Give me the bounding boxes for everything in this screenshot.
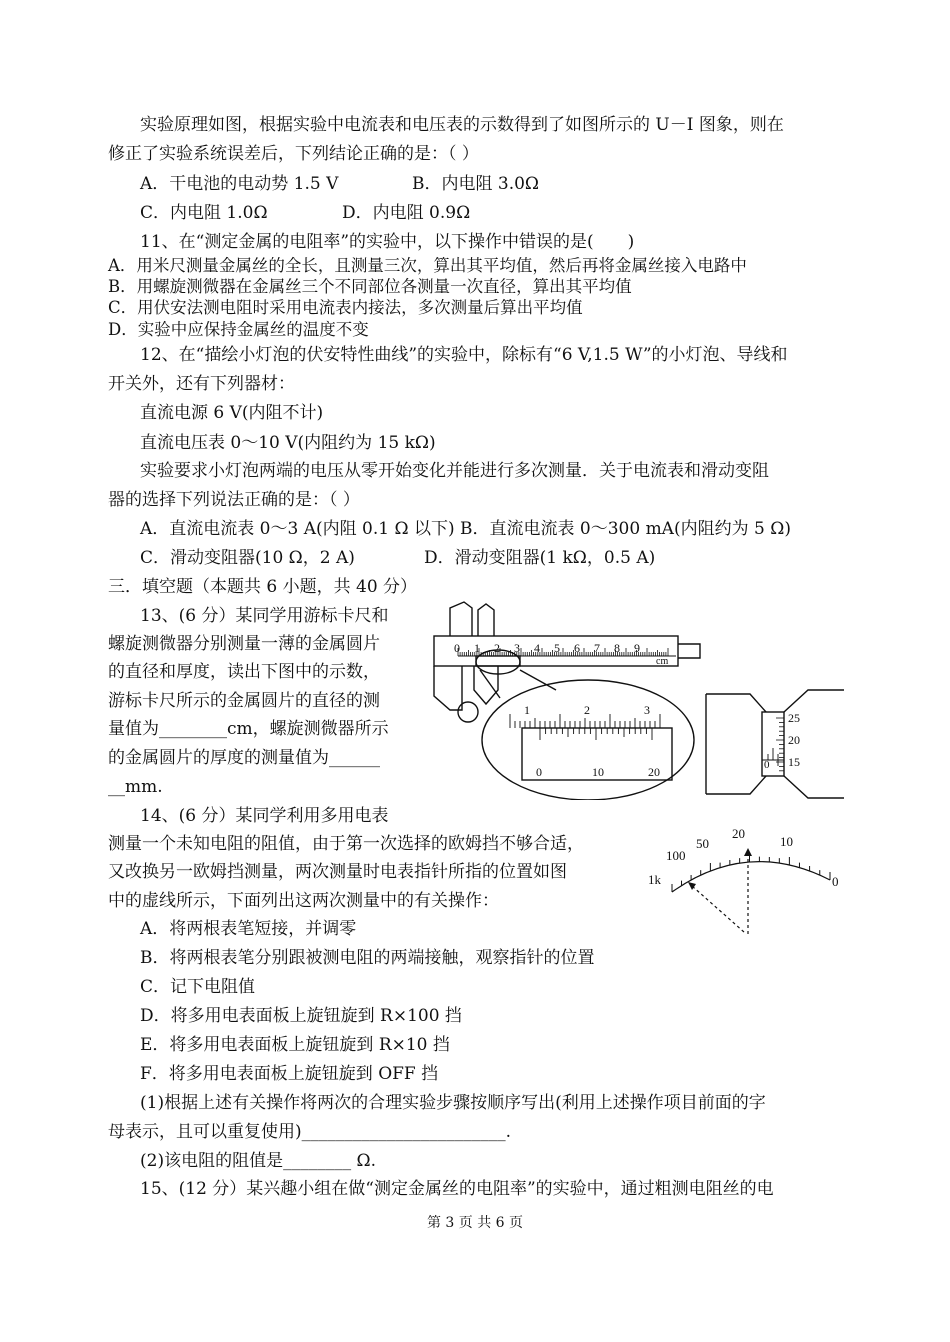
- question-11: 11、在“测定金属的电阻率”的实验中，以下操作中错误的是( ): [140, 232, 635, 252]
- text-line: 的金属圆片的厚度的测量值为______: [108, 748, 380, 768]
- text-line: (1)根据上述有关操作将两次的合理实验步骤按顺序写出(利用上述操作项目前面的字: [140, 1093, 766, 1113]
- q14-option-b: B．将两根表笔分别跟被测电阻的两端接触，观察指针的位置: [140, 948, 595, 968]
- main-scale-label: 9: [634, 641, 640, 655]
- q14-option-a: A．将两根表笔短接，并调零: [140, 919, 357, 939]
- q12-option-c: C．滑动变阻器(10 Ω，2 A): [140, 548, 355, 568]
- text-line: 量值为________cm，螺旋测微器所示: [108, 719, 389, 739]
- option-a: A．干电池的电动势 1.5 V: [140, 174, 339, 194]
- text-line: 游标卡尺所示的金属圆片的直径的测: [108, 691, 380, 711]
- q14-option-e: E．将多用电表面板上旋钮旋到 R×10 挡: [140, 1035, 450, 1055]
- q11-option-c: C．用伏安法测电阻时采用电流表内接法，多次测量后算出平均值: [108, 298, 583, 317]
- sleeve-label: 0: [764, 759, 770, 771]
- option-c: C．内电阻 1.0Ω: [140, 203, 268, 223]
- q11-option-a: A．用米尺测量金属丝的全长，且测量三次，算出其平均值，然后再将金属丝接入电路中: [108, 256, 747, 275]
- zoom-main-label: 2: [584, 703, 590, 717]
- question-12: 12、在“描绘小灯泡的伏安特性曲线”的实验中，除标有“6 V,1.5 W”的小灯泡、导线和: [140, 345, 788, 365]
- zoom-main-label: 3: [644, 703, 650, 717]
- q14-option-d: D．将多用电表面板上旋钮旋到 R×100 挡: [140, 1006, 462, 1026]
- question-13: 13、(6 分）某同学用游标卡尺和: [140, 606, 389, 626]
- thimble-label: 25: [788, 711, 800, 725]
- dial-label: 0: [832, 874, 839, 889]
- text-line: 又改换另一欧姆挡测量，两次测量时电表指针所指的位置如图: [108, 862, 567, 882]
- option-b: B．内电阻 3.0Ω: [412, 174, 540, 194]
- q12-option-d: D．滑动变阻器(1 kΩ，0.5 A): [424, 548, 656, 568]
- dial-label: 50: [696, 836, 709, 851]
- zoom-vernier-label: 20: [648, 765, 660, 779]
- text-line: 实验要求小灯泡两端的电压从零开始变化并能进行多次测量．关于电流表和滑动变阻: [140, 461, 769, 481]
- question-15: 15、(12 分）某兴趣小组在做“测定金属丝的电阻率”的实验中，通过粗测电阻丝的电: [140, 1179, 774, 1199]
- q14-option-f: F．将多用电表面板上旋钮旋到 OFF 挡: [140, 1064, 439, 1084]
- text-line: (2)该电阻的阻值是________ Ω.: [140, 1151, 376, 1171]
- dial-label: 20: [732, 826, 745, 841]
- text-line: 器的选择下列说法正确的是：（ ）: [108, 490, 360, 510]
- vernier-caliper-figure: [428, 600, 708, 800]
- micrometer-figure: [704, 686, 846, 802]
- question-14: 14、(6 分）某同学利用多用电表: [140, 806, 389, 826]
- text-line: 中的虚线所示，下面列出这两次测量中的有关操作：: [108, 891, 499, 911]
- main-scale-label: 7: [594, 641, 600, 655]
- thimble-label: 15: [788, 755, 800, 769]
- main-scale-label: 0: [454, 641, 460, 655]
- zoom-main-label: 1: [524, 703, 530, 717]
- zoom-vernier-label: 0: [536, 765, 542, 779]
- text-line: 开关外，还有下列器材：: [108, 374, 295, 394]
- main-scale-label: 5: [554, 641, 560, 655]
- section-heading: 三．填空题（本题共 6 小题，共 40 分）: [108, 577, 418, 597]
- option-d: D．内电阻 0.9Ω: [342, 203, 471, 223]
- main-scale-label: 8: [614, 641, 620, 655]
- unit-label: cm: [656, 656, 669, 667]
- q11-option-d: D．实验中应保持金属丝的温度不变: [108, 320, 369, 339]
- page-footer: 第 3 页 共 6 页: [426, 1215, 524, 1231]
- main-scale-label: 6: [574, 641, 580, 655]
- text-line: 测量一个未知电阻的阻值，由于第一次选择的欧姆挡不够合适，: [108, 834, 584, 854]
- dial-label: 1k: [648, 872, 661, 887]
- text-line: 螺旋测微器分别测量一薄的金属圆片: [108, 634, 380, 654]
- main-scale-label: 1: [474, 641, 480, 655]
- text-line: 直流电压表 0～10 V(内阻约为 15 kΩ): [140, 433, 436, 453]
- main-scale-label: 2: [494, 641, 500, 655]
- zoom-vernier-label: 10: [592, 765, 604, 779]
- dial-label: 100: [666, 848, 686, 863]
- text-line: 的直径和厚度，读出下图中的示数，: [108, 662, 380, 682]
- text-line: __mm.: [108, 777, 163, 797]
- text-line: 修正了实验系统误差后，下列结论正确的是：（ ）: [108, 144, 479, 164]
- q14-option-c: C．记下电阻值: [140, 977, 256, 997]
- q11-option-b: B．用螺旋测微器在金属丝三个不同部位各测量一次直径，算出其平均值: [108, 277, 632, 296]
- thimble-label: 20: [788, 733, 800, 747]
- dial-label: 10: [780, 834, 793, 849]
- text-line: 母表示，且可以重复使用)________________________.: [108, 1122, 512, 1142]
- text-line: 实验原理如图，根据实验中电流表和电压表的示数得到了如图所示的 U－I 图象，则在: [140, 115, 784, 135]
- main-scale-label: 4: [534, 641, 540, 655]
- ohmmeter-dial-figure: [648, 822, 848, 938]
- q12-option-ab: A．直流电流表 0～3 A(内阻 0.1 Ω 以下) B．直流电流表 0～300 mA(内阻约为 5 Ω): [140, 519, 791, 539]
- main-scale-label: 3: [514, 641, 520, 655]
- text-line: 直流电源 6 V(内阻不计): [140, 403, 324, 423]
